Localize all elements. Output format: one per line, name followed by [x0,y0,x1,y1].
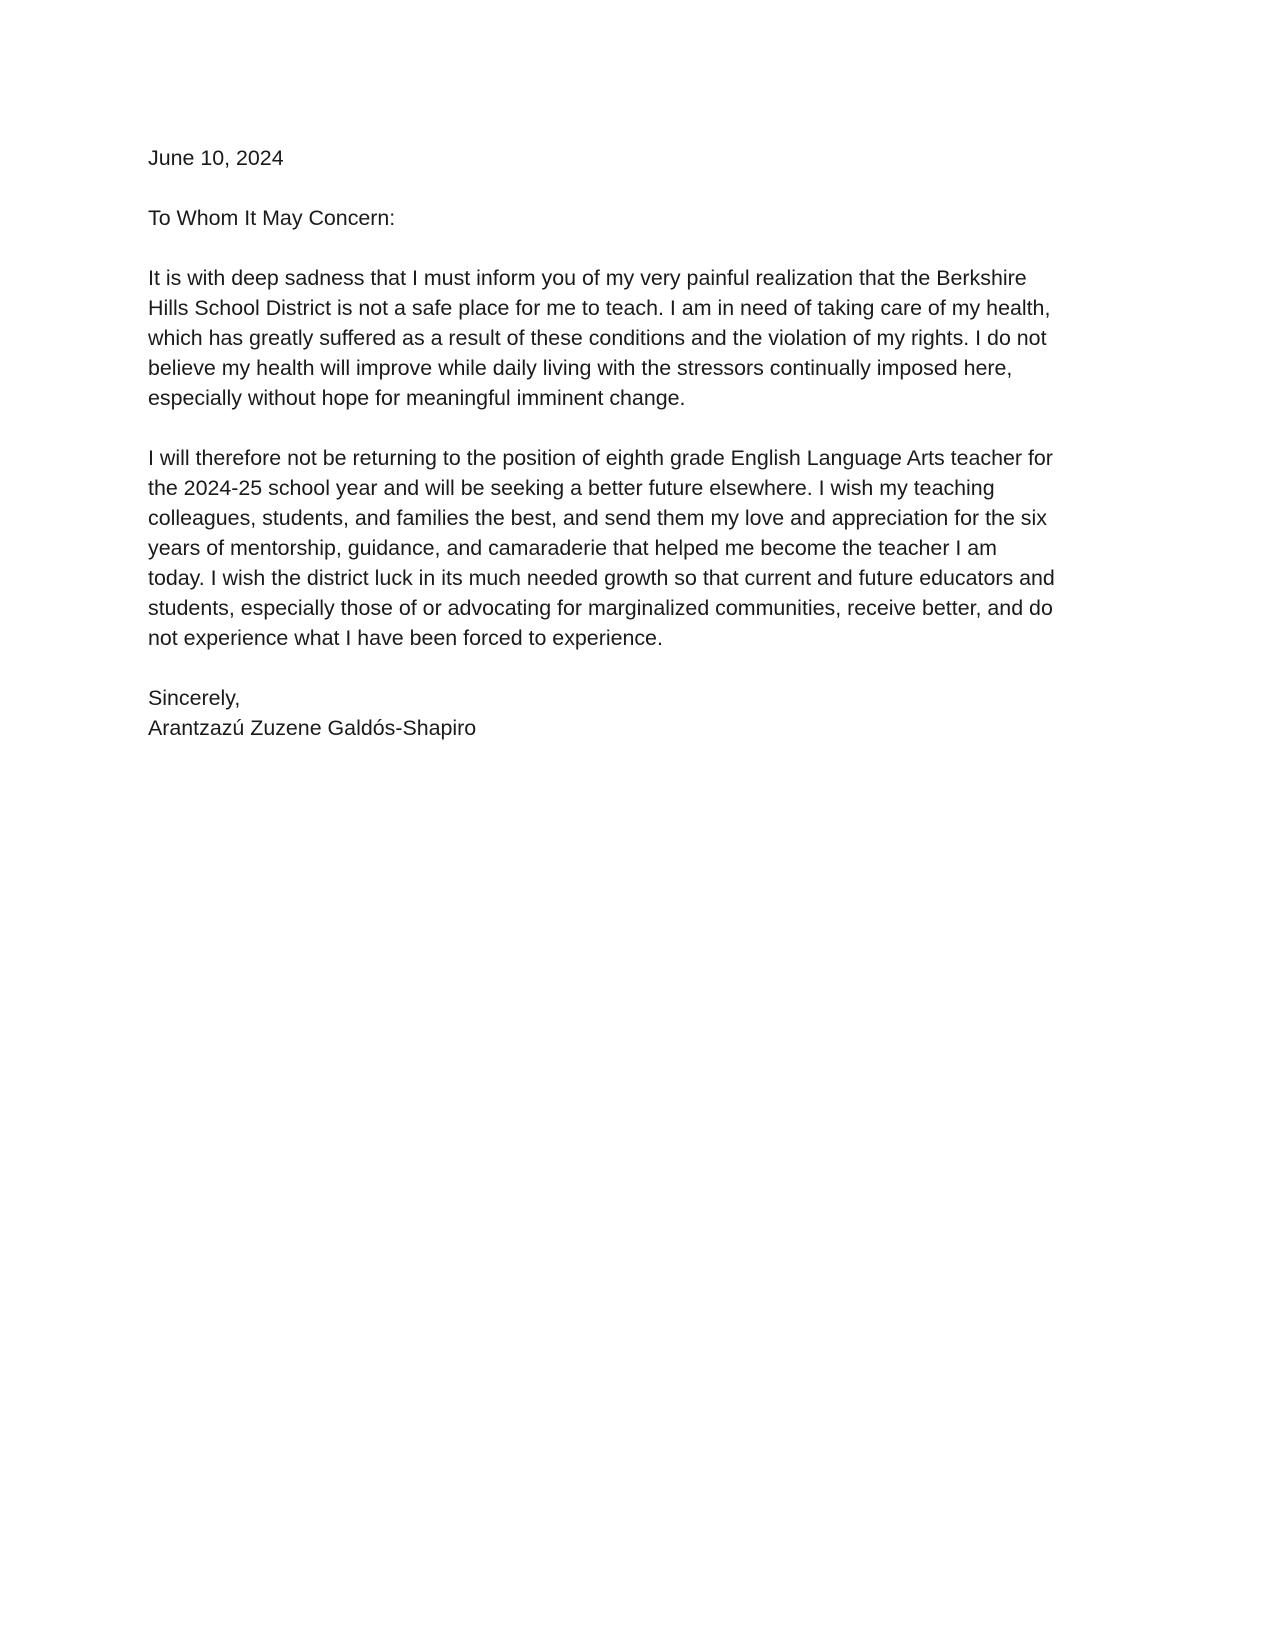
signature-name: Arantzazú Zuzene Galdós-Shapiro [148,716,477,740]
paragraph-line: especially without hope for meaningful imminent change. [148,386,686,410]
paragraph-1 [148,263,1148,413]
paragraph-line: students, especially those of or advocating for marginalized communities, receive better, and do [148,596,1053,620]
letter-body [148,143,1148,743]
paragraph-line: It is with deep sadness that I must inform you of my very painful realization that the Berkshire [148,266,1027,290]
spacer [148,653,1148,683]
letter-date: June 10, 2024 [148,146,284,170]
paragraph-line: which has greatly suffered as a result of these conditions and the violation of my rights. I do not [148,326,1047,350]
paragraph-line: I will therefore not be returning to the position of eighth grade English Language Arts teacher for [148,446,1053,470]
paragraph-line: years of mentorship, guidance, and camaraderie that helped me become the teacher I am [148,536,997,560]
spacer [148,413,1148,443]
paragraph-2 [148,443,1148,653]
paragraph-line: the 2024-25 school year and will be seeking a better future elsewhere. I wish my teaching [148,476,995,500]
paragraph-line: today. I wish the district luck in its much needed growth so that current and future educators and [148,566,1055,590]
paragraph-line: Hills School District is not a safe place for me to teach. I am in need of taking care of my health, [148,296,1051,320]
closing: Sincerely, [148,686,241,710]
spacer [148,173,1148,203]
salutation: To Whom It May Concern: [148,206,396,230]
paragraph-line: believe my health will improve while daily living with the stressors continually imposed here, [148,356,1013,380]
paragraph-line: colleagues, students, and families the best, and send them my love and appreciation for the six [148,506,1047,530]
paragraph-line: not experience what I have been forced to experience. [148,626,663,650]
spacer [148,233,1148,263]
